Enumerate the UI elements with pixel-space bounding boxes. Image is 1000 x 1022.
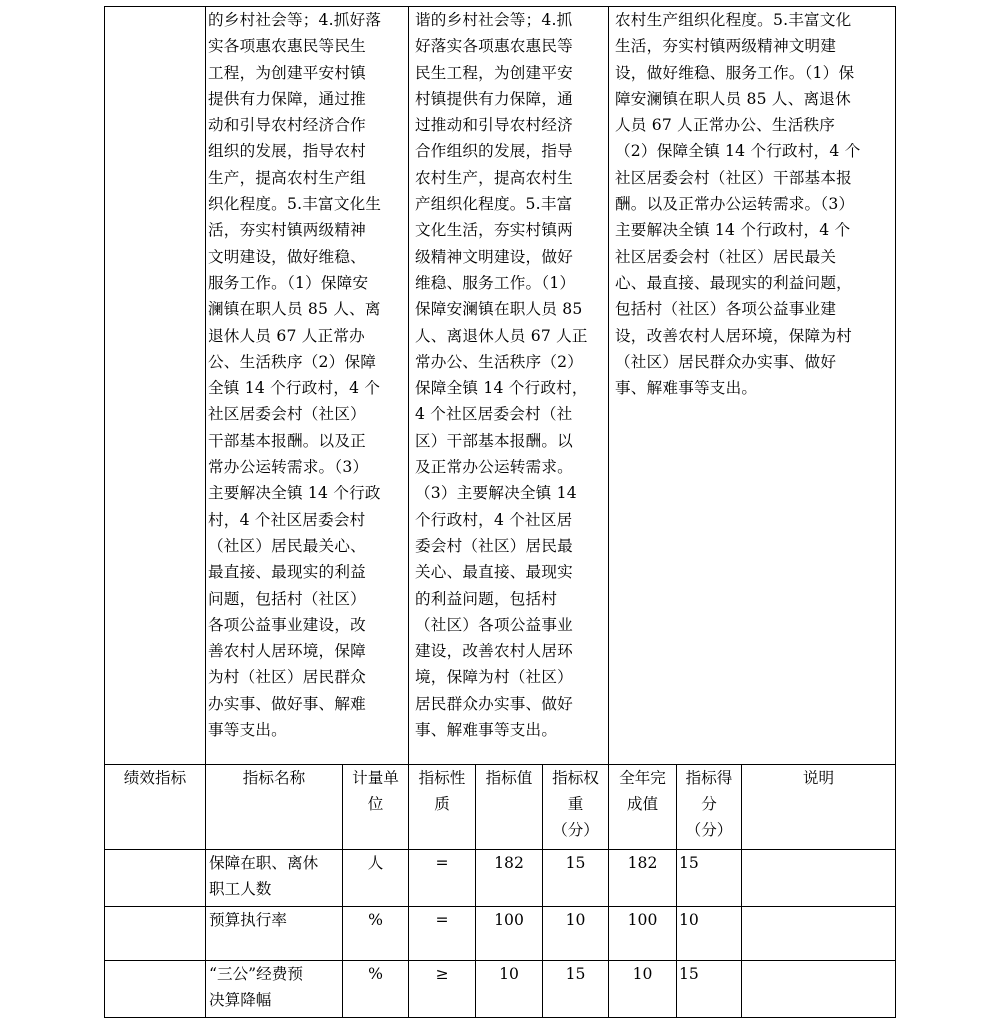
row-score: 10: [677, 907, 742, 961]
table-row: [105, 850, 896, 907]
row-unit: %: [343, 907, 409, 961]
description-col1: [206, 7, 409, 765]
description-col3: [609, 7, 896, 765]
section-label: 绩效指标: [105, 765, 206, 850]
row-name: “三公”经费预 决算降幅: [206, 961, 343, 1018]
row-nature: =: [409, 907, 476, 961]
row-value: 10: [476, 961, 543, 1018]
row-weight: 10: [543, 907, 609, 961]
row-completed: 182: [609, 850, 677, 907]
row-name: 预算执行率: [206, 907, 343, 961]
description-col2: [409, 7, 609, 765]
row-score: 15: [677, 850, 742, 907]
row-nature: =: [409, 850, 476, 907]
header-score: 指标得 分 （分）: [677, 765, 742, 850]
row-blank-cell: [105, 850, 206, 907]
description-text-3: 农村生产组织化程度。5.丰富文化 生活，夯实村镇两级精神文明建 设，做好维稳、服务工作。（1）保 障安澜镇在职人员 85 人、离退休 人员 67 人正常办公、生活秩序 （2）保障全镇 14 个行政村，4 个 社区居委会村（社区）干部基本报 酬。以及正常办公运转需求。（3） 主要解决全镇 14 个行政村，4 个 社区居委会村（社区）居民最关 心、最直接、最现实的利益问题， 包括村（社区）各项公益事业建 设，改善农村人居环境，保障为村 （社区）居民群众办实事、做好 事、解难事等支出。: [615, 11, 861, 398]
header-note: 说明: [742, 765, 896, 850]
description-row: [105, 7, 896, 765]
header-unit: 计量单 位: [343, 765, 409, 850]
row-note: [742, 850, 896, 907]
row-weight: 15: [543, 961, 609, 1018]
header-nature: 指标性 质: [409, 765, 476, 850]
table-row: [105, 961, 896, 1018]
performance-table: [104, 6, 896, 1018]
row-completed: 100: [609, 907, 677, 961]
blank-label-cell: [105, 7, 206, 765]
row-note: [742, 961, 896, 1018]
row-value: 100: [476, 907, 543, 961]
header-weight: 指标权 重 （分）: [543, 765, 609, 850]
row-completed: 10: [609, 961, 677, 1018]
header-row: [105, 765, 896, 850]
description-text-2: 谐的乡村社会等；4.抓 好落实各项惠农惠民等 民生工程，为创建平安 村镇提供有力保障，通 过推动和引导农村经济 合作组织的发展，指导 农村生产，提高农村生 产组织化程度。5.丰富 文化生活，夯实村镇两 级精神文明建设，做好 维稳、服务工作。（1） 保障安澜镇在职人员 85 人、离退休人员 67 人正 常办公、生活秩序（2） 保障全镇 14 个行政村， 4 个社区居委会村（社 区）干部基本报酬。以 及正常办公运转需求。 （3）主要解决全镇 14 个行政村，4 个社区居 委会村（社区）居民最 关心、最直接、最现实 的利益问题，包括村 （社区）各项公益事业 建设，改善农村人居环 境，保障为村（社区） 居民群众办实事、做好 事、解难事等支出。: [415, 11, 588, 740]
row-unit: 人: [343, 850, 409, 907]
row-blank-cell: [105, 961, 206, 1018]
row-score: 15: [677, 961, 742, 1018]
description-text-1: 的乡村社会等；4.抓好落 实各项惠农惠民等民生 工程，为创建平安村镇 提供有力保障，通过推 动和引导农村经济合作 组织的发展，指导农村 生产，提高农村生产组 织化程度。5.丰富文化生 活，夯实村镇两级精神 文明建设，做好维稳、 服务工作。（1）保障安 澜镇在职人员 85 人、离 退休人员 67 人正常办 公、生活秩序（2）保障 全镇 14 个行政村，4 个 社区居委会村（社区） 干部基本报酬。以及正 常办公运转需求。（3） 主要解决全镇 14 个行政 村，4 个社区居委会村 （社区）居民最关心、 最直接、最现实的利益 问题，包括村（社区） 各项公益事业建设，改 善农村人居环境，保障 为村（社区）居民群众 办实事、做好事、解难 事等支出。: [208, 11, 382, 740]
row-unit: %: [343, 961, 409, 1018]
header-completed: 全年完 成值: [609, 765, 677, 850]
header-value: 指标值: [476, 765, 543, 850]
row-note: [742, 907, 896, 961]
row-value: 182: [476, 850, 543, 907]
row-blank-cell: [105, 907, 206, 961]
row-name: 保障在职、离休 职工人数: [206, 850, 343, 907]
row-nature: ≥: [409, 961, 476, 1018]
row-weight: 15: [543, 850, 609, 907]
table-row: [105, 907, 896, 961]
header-name: 指标名称: [206, 765, 343, 850]
